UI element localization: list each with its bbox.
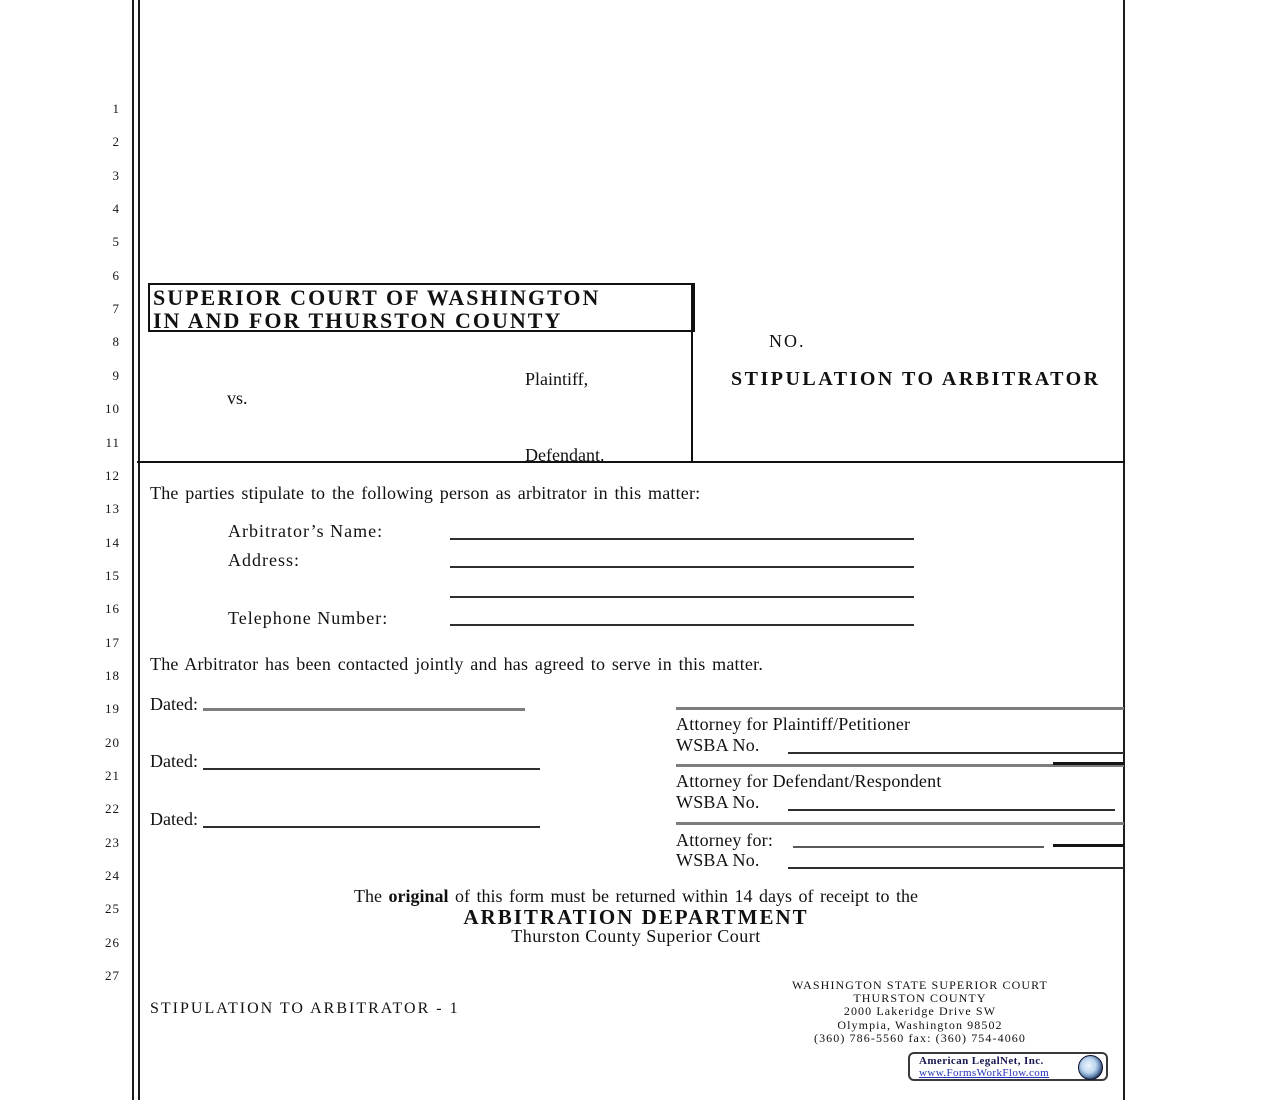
attorney-for-field[interactable] <box>793 846 1044 848</box>
line-number: 10 <box>105 401 120 417</box>
line-number-column <box>92 0 120 1100</box>
wsba-field-2[interactable] <box>788 809 1115 811</box>
signature-line-2-dark-segment <box>1053 762 1124 765</box>
dated-label-1: Dated: <box>150 694 198 714</box>
court-address-line: WASHINGTON STATE SUPERIOR COURT <box>792 978 1048 992</box>
line-number: 5 <box>112 234 120 250</box>
line-number: 15 <box>105 567 120 583</box>
return-notice-original: original <box>388 886 449 906</box>
line-number: 12 <box>105 467 120 483</box>
signature-line-3[interactable] <box>676 822 1124 825</box>
signature-line-1[interactable] <box>676 707 1124 710</box>
wsba-field-3[interactable] <box>788 867 1124 869</box>
line-number: 8 <box>112 334 120 350</box>
line-number: 14 <box>105 534 120 550</box>
line-number: 6 <box>112 267 120 283</box>
attorney-plaintiff-label: Attorney for Plaintiff/Petitioner <box>676 714 911 734</box>
line-number: 3 <box>112 167 120 183</box>
address-label: Address: <box>228 550 300 570</box>
dated-label-2: Dated: <box>150 751 198 771</box>
return-notice <box>148 886 1124 907</box>
line-number: 19 <box>105 701 120 717</box>
line-number: 18 <box>105 667 120 683</box>
court-address-line: Olympia, Washington 98502 <box>837 1017 1003 1032</box>
line-number: 21 <box>105 768 120 783</box>
arbitrator-name-field[interactable] <box>450 538 914 540</box>
court-name-line1: SUPERIOR COURT OF WASHINGTON <box>153 285 601 310</box>
return-notice-prefix: The <box>354 886 389 906</box>
left-margin-double-rule <box>132 0 140 1100</box>
dated-field-2[interactable] <box>203 768 540 770</box>
court-address-line: 2000 Lakeridge Drive SW <box>843 1004 997 1019</box>
arbitrator-contacted-text: The Arbitrator has been contacted jointly and has agreed to serve in this matter. <box>150 654 764 674</box>
arbitration-department-label: ARBITRATION DEPARTMENT <box>463 905 809 929</box>
wsba-label-3: WSBA No. <box>676 850 760 870</box>
wsba-label-1: WSBA No. <box>676 735 760 755</box>
wsba-label-2: WSBA No. <box>676 792 760 812</box>
line-number: 20 <box>105 734 120 750</box>
court-name-line2: IN AND FOR THURSTON COUNTY <box>153 308 563 333</box>
line-number: 27 <box>105 968 120 984</box>
line-number: 7 <box>112 301 120 317</box>
line-number: 22 <box>105 801 120 817</box>
line-number: 16 <box>105 601 120 617</box>
line-number: 1 <box>112 101 120 116</box>
return-notice-suffix: of this form must be returned within 14 days of receipt to the <box>448 886 918 906</box>
american-legalnet-text <box>910 1055 1049 1079</box>
telephone-number-field[interactable] <box>450 624 914 626</box>
line-number: 11 <box>105 434 120 450</box>
court-address-line: (360) 786-5560 fax: (360) 754-4060 <box>813 1030 1027 1045</box>
document-footer-title: STIPULATION TO ARBITRATOR - 1 <box>150 1000 460 1017</box>
dated-field-3[interactable] <box>203 826 540 828</box>
vs-label: vs. <box>227 388 248 408</box>
dated-field-1[interactable] <box>203 708 525 711</box>
address-field-line2[interactable] <box>450 596 914 598</box>
dated-label-3: Dated: <box>150 809 198 829</box>
attorney-defendant-label: Attorney for Defendant/Respondent <box>676 771 942 791</box>
telephone-number-label: Telephone Number: <box>228 608 389 628</box>
attorney-for-dark-segment <box>1053 844 1124 847</box>
court-address-line: THURSTON COUNTY <box>853 991 987 1006</box>
line-number: 4 <box>112 201 120 217</box>
formsworkflow-link[interactable]: www.FormsWorkFlow.com <box>919 1066 1050 1079</box>
line-number: 23 <box>105 834 120 850</box>
line-number: 17 <box>105 634 120 650</box>
attorney-for-label: Attorney for: <box>676 830 774 850</box>
court-address-block <box>740 979 1100 1045</box>
arbitrator-name-label: Arbitrator’s Name: <box>228 521 384 541</box>
case-number-label: NO. <box>769 331 806 351</box>
line-number: 13 <box>105 501 120 517</box>
line-number: 25 <box>105 901 120 917</box>
caption-divider-rule <box>691 283 693 463</box>
wsba-field-1[interactable] <box>788 752 1124 754</box>
defendant-label: Defendant. <box>525 445 605 465</box>
address-field-line1[interactable] <box>450 566 914 568</box>
caption-bottom-rule <box>137 461 1125 463</box>
line-number: 24 <box>105 868 120 884</box>
plaintiff-label: Plaintiff, <box>525 369 589 389</box>
line-number: 26 <box>105 934 120 950</box>
court-caption-box <box>148 283 695 332</box>
american-legalnet-badge <box>908 1052 1108 1081</box>
line-number: 9 <box>112 367 120 383</box>
document-title: STIPULATION TO ARBITRATOR <box>731 368 1101 390</box>
american-legalnet-company: American LegalNet, Inc. <box>919 1054 1044 1067</box>
thurston-court-label: Thurston County Superior Court <box>511 926 761 946</box>
globe-logo-icon <box>1078 1055 1103 1080</box>
line-number: 2 <box>112 134 120 150</box>
stipulation-intro-text: The parties stipulate to the following person as arbitrator in this matter: <box>150 483 701 503</box>
